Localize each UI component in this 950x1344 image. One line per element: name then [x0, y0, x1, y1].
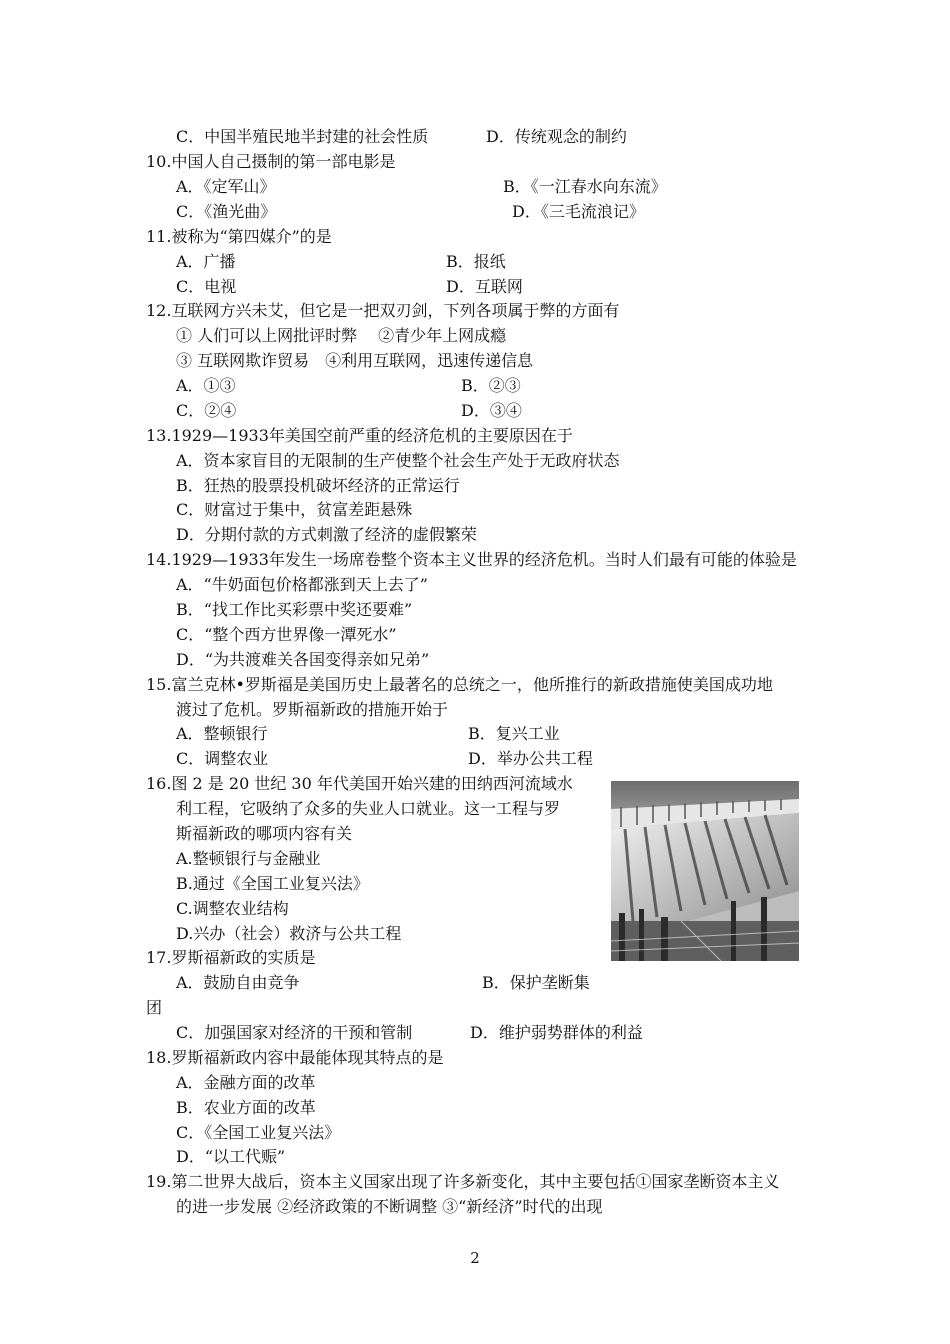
- q12-option-d: D．③④: [461, 401, 522, 420]
- q19-stem-line2: 的进一步发展 ②经济政策的不断调整 ③“新经济”时代的出现: [176, 1197, 603, 1216]
- q15-stem-line2: 渡过了危机。罗斯福新政的措施开始于: [176, 700, 449, 719]
- q11-option-d: D．互联网: [446, 277, 523, 296]
- q16-stem-line3: 斯福新政的哪项内容有关: [176, 824, 353, 843]
- q14-option-c: C．“整个西方世界像一潭死水”: [176, 625, 397, 644]
- q12-option-c: C．②④: [176, 401, 237, 420]
- q17-option-d: D．维护弱势群体的利益: [470, 1023, 643, 1042]
- q13-option-d: D．分期付款的方式刺激了经济的虚假繁荣: [176, 525, 477, 544]
- q18-option-a: A．金融方面的改革: [176, 1073, 316, 1092]
- q12-option-a: A．①③: [176, 376, 236, 395]
- q10-option-d: D．《三毛流浪记》: [512, 202, 645, 221]
- q10-option-a: A．《定军山》: [176, 177, 276, 196]
- q19-stem-line1: 19.第二世界大战后，资本主义国家出现了许多新变化，其中主要包括①国家垄断资本主义: [146, 1172, 780, 1191]
- q10-stem: 10.中国人自己摄制的第一部电影是: [146, 152, 396, 171]
- q15-option-a: A．整顿银行: [176, 724, 268, 743]
- q17-option-b-wrap: 团: [146, 998, 163, 1017]
- q11-option-a: A．广播: [176, 252, 236, 271]
- q14-option-d: D．“为共渡难关各国变得亲如兄弟”: [176, 650, 430, 669]
- q12-stem: 12.互联网方兴未艾，但它是一把双刃剑，下列各项属于弊的方面有: [146, 301, 620, 320]
- q15-option-d: D．举办公共工程: [468, 749, 593, 768]
- q12-items-2: ③ 互联网欺诈贸易 ④利用互联网，迅速传递信息: [176, 351, 534, 370]
- q15-option-b: B．复兴工业: [468, 724, 560, 743]
- q16-stem-line1: 16.图 2 是 20 世纪 30 年代美国开始兴建的田纳西河流域水: [146, 774, 573, 793]
- q18-option-d: D．“以工代赈”: [176, 1147, 286, 1166]
- q16-option-c: C.调整农业结构: [176, 899, 289, 918]
- q11-option-c: C．电视: [176, 277, 237, 296]
- q11-stem: 11.被称为“第四媒介”的是: [146, 227, 332, 246]
- q16-option-a: A.整顿银行与金融业: [176, 849, 321, 868]
- q18-option-b: B．农业方面的改革: [176, 1098, 316, 1117]
- q13-option-b: B．狂热的股票投机破坏经济的正常运行: [176, 476, 460, 495]
- q17-option-a: A．鼓励自由竞争: [176, 973, 300, 992]
- q9-option-c: C．中国半殖民地半封建的社会性质: [176, 127, 429, 146]
- q14-option-b: B．“找工作比买彩票中奖还要难”: [176, 600, 413, 619]
- q12-option-b: B．②③: [461, 376, 521, 395]
- q12-items-1: ① 人们可以上网批评时弊 ②青少年上网成瘾: [176, 326, 507, 345]
- q14-option-a: A．“牛奶面包价格都涨到天上去了”: [176, 575, 428, 594]
- q14-stem: 14.1929—1933年发生一场席卷整个资本主义世界的经济危机。当时人们最有可能的体验是: [146, 550, 797, 569]
- q17-stem: 17.罗斯福新政的实质是: [146, 948, 316, 967]
- q10-option-c: C．《渔光曲》: [176, 202, 277, 221]
- q16-option-b: B.通过《全国工业复兴法》: [176, 874, 369, 893]
- q10-option-b: B．《一江春水向东流》: [503, 177, 667, 196]
- q15-option-c: C．调整农业: [176, 749, 269, 768]
- q18-option-c: C．《全国工业复兴法》: [176, 1123, 341, 1142]
- dam-photo: [611, 781, 799, 961]
- q18-stem: 18.罗斯福新政内容中最能体现其特点的是: [146, 1048, 444, 1067]
- q16-option-d: D.兴办（社会）救济与公共工程: [176, 924, 402, 943]
- q15-stem-line1: 15.富兰克林•罗斯福是美国历史上最著名的总统之一，他所推行的新政措施使美国成功地: [146, 675, 773, 694]
- q16-stem-line2: 利工程，它吸纳了众多的失业人口就业。这一工程与罗: [176, 799, 561, 818]
- q11-option-b: B．报纸: [446, 252, 506, 271]
- q9-option-d: D．传统观念的制约: [486, 127, 627, 146]
- q13-stem: 13.1929—1933年美国空前严重的经济危机的主要原因在于: [146, 426, 573, 445]
- page-number: 2: [470, 1249, 480, 1267]
- q13-option-a: A．资本家盲目的无限制的生产使整个社会生产处于无政府状态: [176, 451, 620, 470]
- q13-option-c: C．财富过于集中，贫富差距悬殊: [176, 500, 413, 519]
- q17-option-b: B．保护垄断集: [482, 973, 590, 992]
- q17-option-c: C．加强国家对经济的干预和管制: [176, 1023, 413, 1042]
